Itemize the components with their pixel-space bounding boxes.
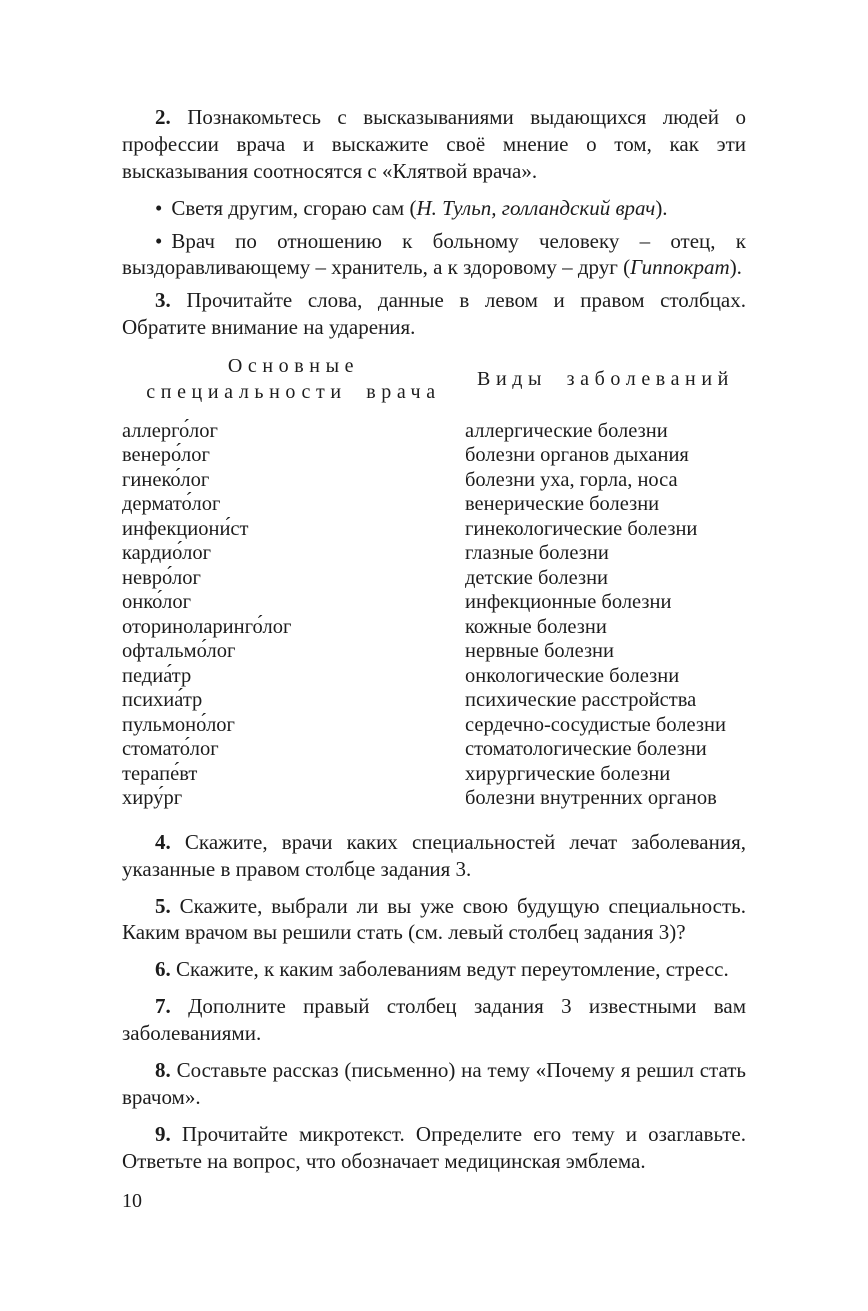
left-header-line-1: Основные bbox=[227, 355, 360, 377]
exercise-number: 8. bbox=[155, 1057, 171, 1082]
quote-attribution: Н. Тульп, голландский врач bbox=[416, 195, 656, 220]
quote-attribution: Гиппократ bbox=[630, 255, 730, 280]
exercise-number: 5. bbox=[155, 893, 171, 918]
right-column-header bbox=[465, 353, 746, 406]
specialty-item: венеро́лог bbox=[122, 444, 210, 467]
quote-bullet-item bbox=[122, 228, 746, 282]
exercise-text: Составьте рассказ (письменно) на тему «Почему я решил стать врачом». bbox=[122, 1057, 746, 1109]
disease-item: онкологические болезни bbox=[465, 664, 680, 687]
quote-text: Врач по отношению к больному человеку – отец, к выздоравливающему – хранитель, а к здоровому – друг ( bbox=[122, 228, 746, 280]
exercise-paragraph-6 bbox=[122, 956, 746, 983]
specialty-item: инфекциони́ст bbox=[122, 517, 249, 540]
exercise-text: Скажите, к каким заболеваниям ведут переутомление, стресс. bbox=[176, 957, 729, 982]
exercise-number: 7. bbox=[155, 994, 171, 1019]
bullet-icon: • bbox=[155, 228, 163, 253]
disease-item: венерические болезни bbox=[465, 493, 660, 516]
disease-item: глазные болезни bbox=[465, 542, 609, 565]
disease-item: аллергические болезни bbox=[465, 419, 668, 442]
right-header-text: Виды заболеваний bbox=[477, 368, 734, 391]
specialty-item: оториноларинго́лог bbox=[122, 615, 292, 638]
exercise-text: Дополните правый столбец задания 3 известными вам заболеваниями. bbox=[122, 994, 746, 1046]
exercise-text: Прочитайте слова, данные в левом и правом столбцах. Обратите внимание на ударения. bbox=[122, 288, 747, 340]
exercise-text: Скажите, выбрали ли вы уже свою будущую специальность. Каким врачом вы решили стать (см. левый столбец задания 3)? bbox=[122, 893, 746, 945]
exercise-text: Прочитайте микротекст. Определите его тему и озаглавьте. Ответьте на вопрос, что обозначает медицинская эмблема. bbox=[122, 1121, 746, 1173]
exercise-text: Познакомьтесь с высказываниями выдающихся людей о профессии врача и выскажите своё мнение о том, как эти высказывания соотносятся с «Клятвой врача». bbox=[122, 105, 746, 183]
exercise-paragraph-9 bbox=[122, 1121, 746, 1175]
disease-item: нервные болезни bbox=[465, 640, 614, 663]
exercise-number: 4. bbox=[155, 829, 171, 854]
exercise-number: 6. bbox=[155, 957, 171, 982]
exercise-paragraph-2 bbox=[122, 104, 746, 185]
specialty-item: хиру́рг bbox=[122, 787, 183, 810]
specialty-item: дермато́лог bbox=[122, 493, 221, 516]
disease-item: болезни внутренних органов bbox=[465, 787, 717, 810]
disease-item: болезни уха, горла, носа bbox=[465, 468, 678, 491]
specialty-item: психиа́тр bbox=[122, 689, 203, 712]
disease-item: сердечно-сосудистые болезни bbox=[465, 713, 726, 736]
left-header-line-2: специальности врача bbox=[146, 381, 441, 404]
disease-item: психические расстройства bbox=[465, 689, 697, 712]
exercise-number: 3. bbox=[155, 288, 171, 313]
specialties-table bbox=[122, 353, 746, 811]
quote-text: Светя другим, сгораю сам ( bbox=[171, 195, 417, 220]
exercise-paragraph-5 bbox=[122, 893, 746, 947]
specialty-item: офтальмо́лог bbox=[122, 640, 236, 663]
bullet-icon: • bbox=[155, 195, 163, 220]
disease-item: стоматологические болезни bbox=[465, 738, 707, 761]
specialties-list bbox=[122, 419, 465, 811]
exercise-paragraph-7 bbox=[122, 993, 746, 1047]
specialty-item: кардио́лог bbox=[122, 542, 211, 565]
specialty-item: педиа́тр bbox=[122, 664, 192, 687]
exercise-paragraph-3 bbox=[122, 287, 746, 341]
quote-text-end: ). bbox=[729, 255, 742, 280]
page-number: 10 bbox=[122, 1190, 142, 1212]
specialty-item: терапе́вт bbox=[122, 762, 198, 785]
left-column-header bbox=[122, 353, 465, 406]
exercise-number: 9. bbox=[155, 1121, 171, 1146]
disease-item: кожные болезни bbox=[465, 615, 607, 638]
exercise-paragraph-8 bbox=[122, 1057, 746, 1111]
specialty-item: онко́лог bbox=[122, 591, 192, 614]
quote-text-end: ). bbox=[655, 195, 668, 220]
disease-item: инфекционные болезни bbox=[465, 591, 672, 614]
disease-item: хирургические болезни bbox=[465, 762, 671, 785]
specialty-item: аллерго́лог bbox=[122, 419, 218, 442]
specialty-item: стомато́лог bbox=[122, 738, 219, 761]
specialty-item: гинеко́лог bbox=[122, 468, 210, 491]
exercise-number: 2. bbox=[155, 105, 171, 129]
disease-item: детские болезни bbox=[465, 566, 609, 589]
disease-item: болезни органов дыхания bbox=[465, 444, 689, 467]
quote-bullet-item bbox=[122, 195, 746, 222]
exercise-paragraph-4 bbox=[122, 829, 746, 883]
exercise-text: Скажите, врачи каких специальностей лечат заболевания, указанные в правом столбце задания 3. bbox=[122, 829, 747, 881]
specialty-item: невро́лог bbox=[122, 566, 201, 589]
disease-item: гинекологические болезни bbox=[465, 517, 698, 540]
specialty-item: пульмоно́лог bbox=[122, 713, 235, 736]
diseases-list bbox=[465, 419, 746, 811]
